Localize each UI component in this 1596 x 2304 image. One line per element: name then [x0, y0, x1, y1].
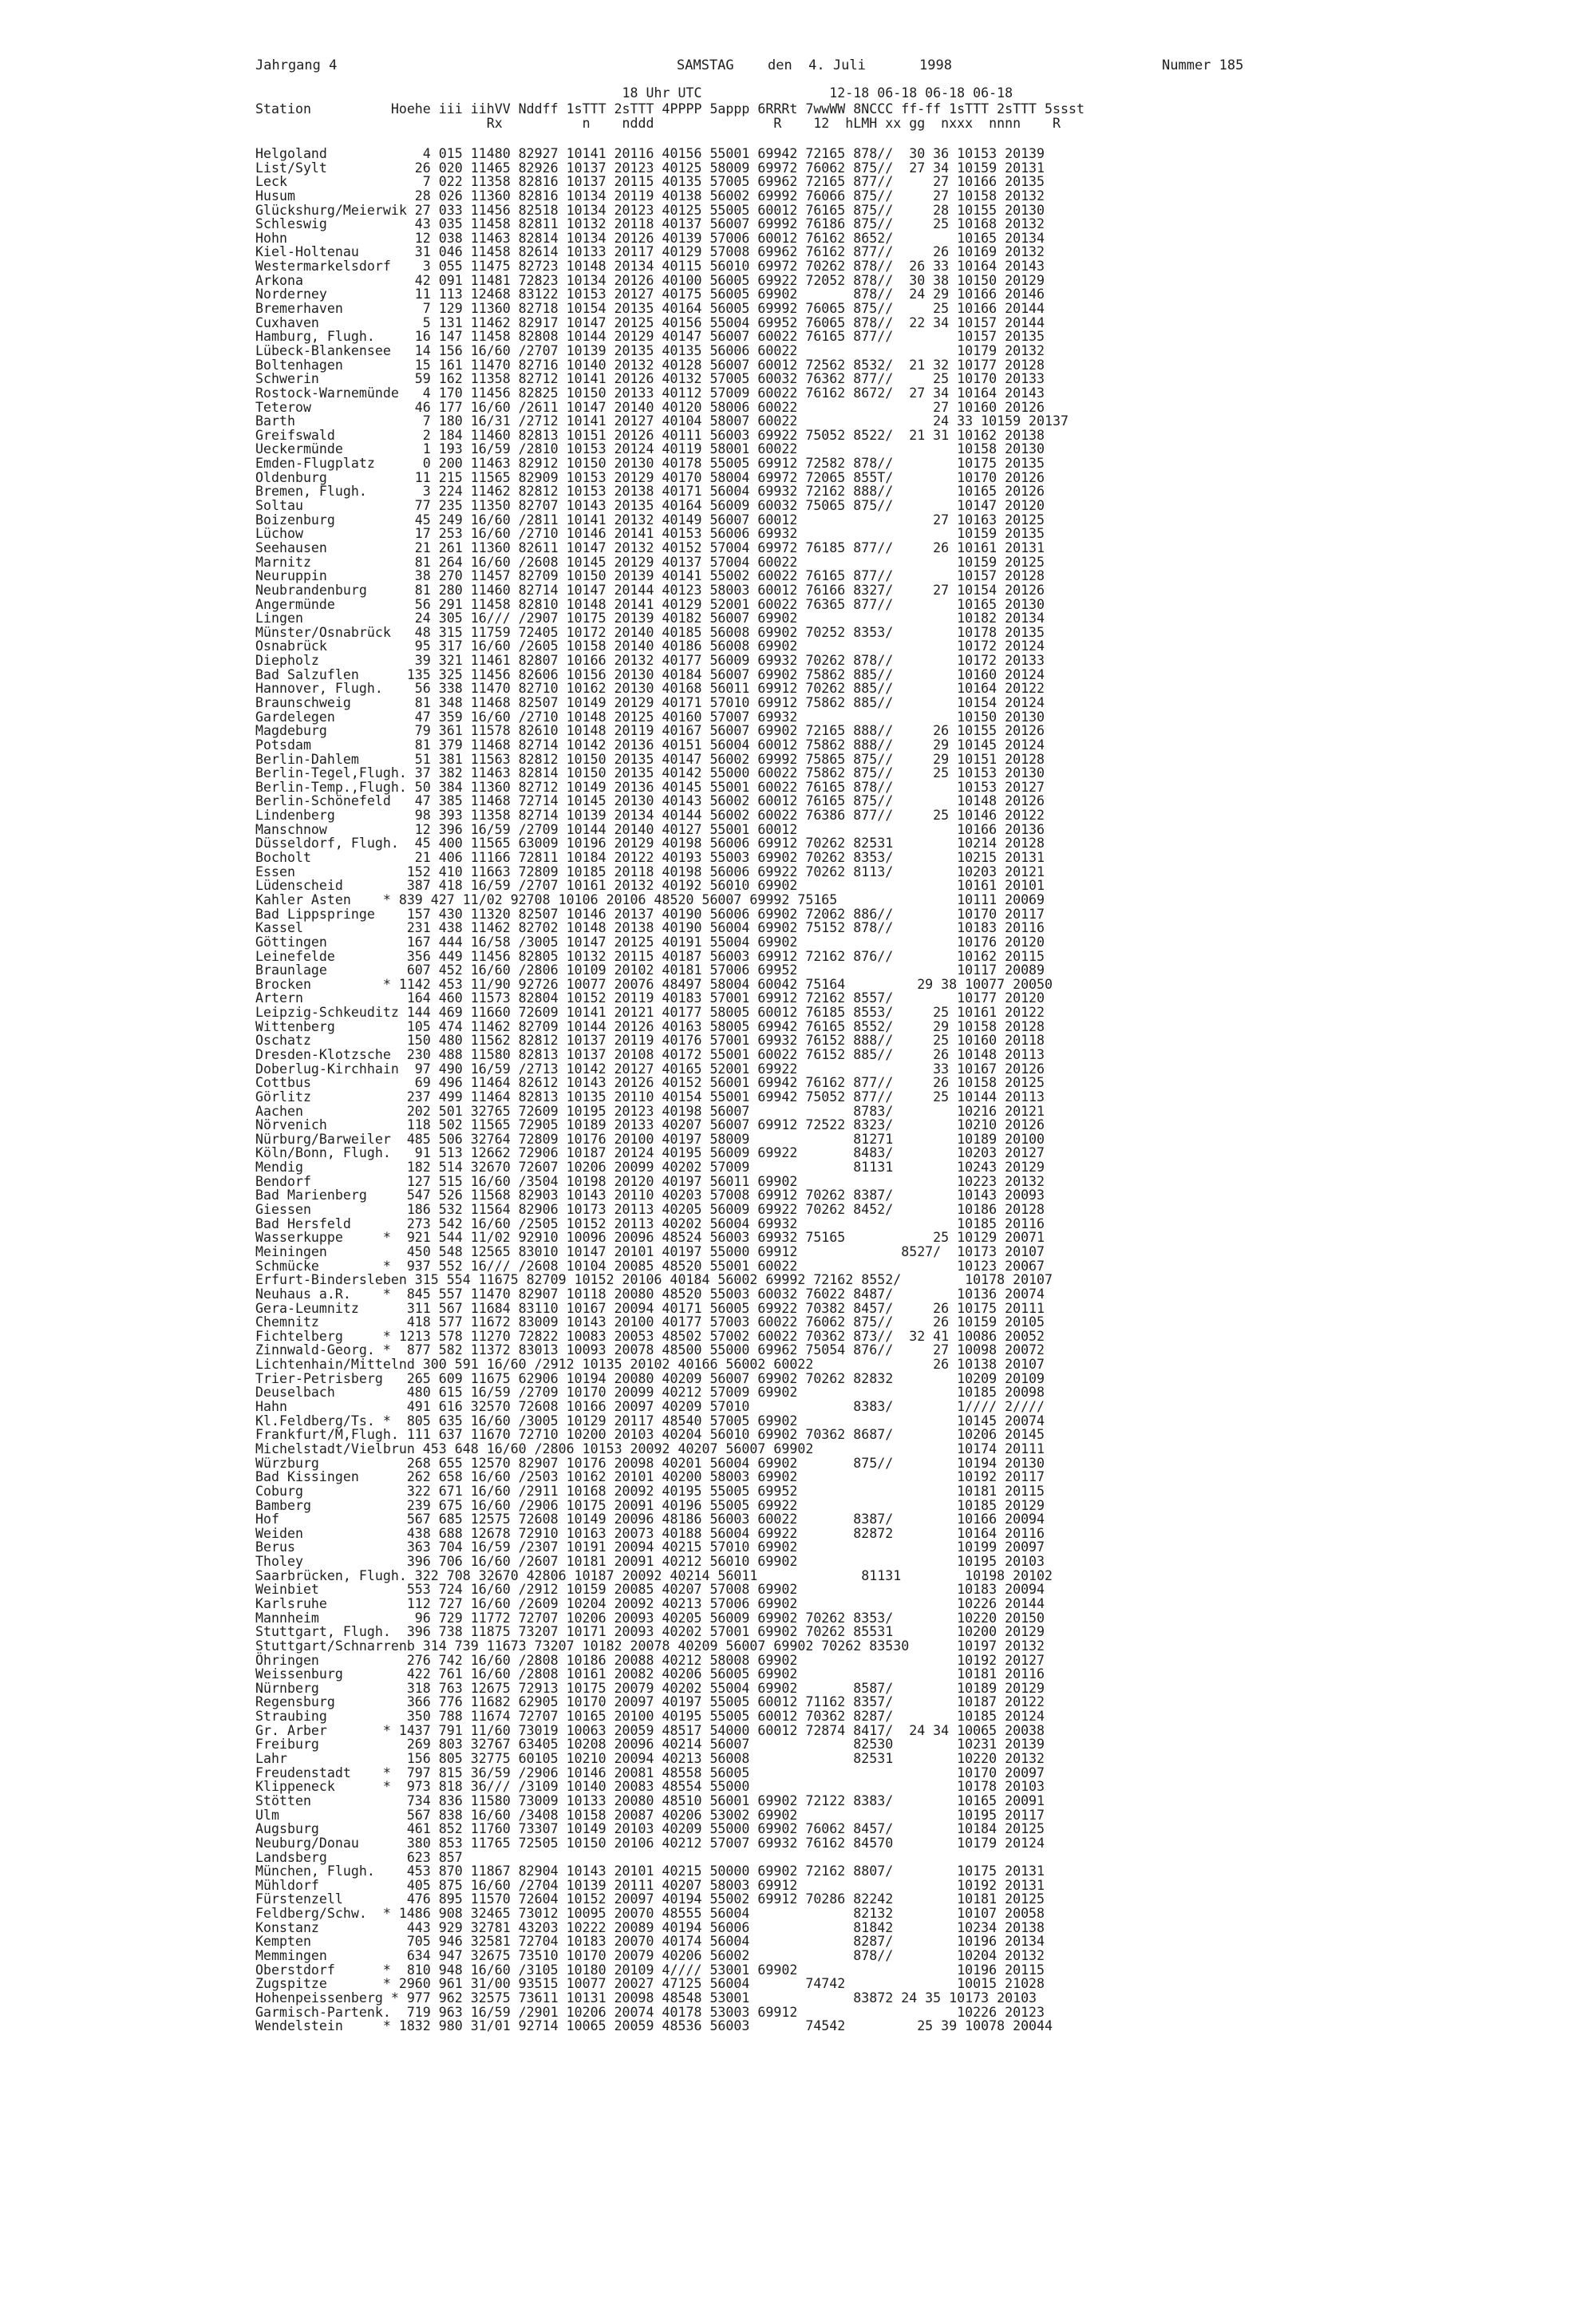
table-row: Zinnwald-Georg. * 877 582 11372 83013 10093 20078 48500 55000 69962 75054 876// 27 10098 20072	[255, 1342, 1045, 1358]
table-row: Nürburg/Barweiler 485 506 32764 72809 10176 20100 40197 58009 81271 10189 20100	[255, 1131, 1045, 1147]
table-row: Barth 7 180 16/31 /2712 10141 20127 40104 58007 60022 24 33 10159 20137	[255, 413, 1069, 429]
table-row: Husum 28 026 11360 82816 10134 20119 40138 56002 69992 76066 875// 27 10158 20132	[255, 188, 1045, 204]
table-row: Magdeburg 79 361 11578 82610 10148 20119 40167 56007 69902 72165 888// 26 10155 20126	[255, 723, 1045, 739]
table-row: Stuttgart, Flugh. 396 738 11875 73207 10171 20093 40202 57001 69902 70262 85531 10200 20129	[255, 1624, 1045, 1640]
table-row: Bremerhaven 7 129 11360 82718 10154 20135 40164 56005 69992 76065 875// 25 10166 20144	[255, 301, 1045, 317]
table-row: Würzburg 268 655 12570 82907 10176 20098 40201 56004 69902 875// 10194 20130	[255, 1455, 1045, 1471]
date-label: den 4. Juli	[768, 57, 866, 73]
table-row: Freiburg 269 803 32767 63405 10208 20096 40214 56007 82530 10231 20139	[255, 1737, 1045, 1753]
table-row: Kassel 231 438 11462 82702 10148 20138 40190 56004 69902 75152 878// 10183 20116	[255, 920, 1045, 936]
table-row: Greifswald 2 184 11460 82813 10151 20126 40111 56003 69922 75052 8522/ 21 31 10162 20138	[255, 427, 1045, 443]
table-row: Doberlug-Kirchhain 97 490 16/59 /2713 10142 20127 40165 52001 69922 33 10167 20126	[255, 1061, 1045, 1077]
table-row: Hohenpeissenberg * 977 962 32575 73611 10131 20098 48548 53001 83872 24 35 10173 20103	[255, 1990, 1037, 2006]
table-row: Bad Lippspringe 157 430 11320 82507 10146 20137 40190 56006 69902 72062 886// 10170 20117	[255, 906, 1045, 922]
table-row: Düsseldorf, Flugh. 45 400 11565 63009 10196 20129 40198 56006 69912 70262 82531 10214 20128	[255, 836, 1045, 852]
table-row: Karlsruhe 112 727 16/60 /2609 10204 20092 40213 57006 69902 10226 20144	[255, 1595, 1045, 1611]
weekday-label: SAMSTAG	[677, 57, 734, 73]
table-row: Seehausen 21 261 11360 82611 10147 20132 40152 57004 69972 76185 877// 26 10161 20131	[255, 539, 1045, 555]
table-row: Konstanz 443 929 32781 43203 10222 20089 40194 56006 81842 10234 20138	[255, 1919, 1045, 1935]
table-row: Schwerin 59 162 11358 82712 10141 20126 40132 57005 60032 76362 877// 25 10170 20133	[255, 371, 1045, 387]
table-row: Berlin-Tegel,Flugh. 37 382 11463 82814 10150 20135 40142 55000 60022 75862 875// 25 10153 20130	[255, 765, 1045, 781]
table-row: Berlin-Dahlem 51 381 11563 82812 10150 20135 40147 56002 69992 75865 875// 29 10151 20128	[255, 751, 1045, 767]
table-row: Oldenburg 11 215 11565 82909 10153 20129 40170 58004 69972 72065 855T/ 10170 20126	[255, 469, 1045, 485]
table-row: Göttingen 167 444 16/58 /3005 10147 20125 40191 55004 69902 10176 20120	[255, 934, 1045, 950]
table-row: Regensburg 366 776 11682 62905 10170 20097 40197 55005 60012 71162 8357/ 10187 20122	[255, 1694, 1045, 1710]
table-row: Saarbrücken, Flugh. 322 708 32670 42806 10187 20092 40214 56011 81131 10198 20102	[255, 1567, 1053, 1583]
table-row: Potsdam 81 379 11468 82714 10142 20136 40151 56004 60012 75862 888// 29 10145 20124	[255, 737, 1045, 753]
table-row: Norderney 11 113 12468 83122 10153 20127 40175 56005 69902 878// 24 29 10166 20146	[255, 287, 1045, 302]
table-row: Chemnitz 418 577 11672 83009 10143 20100 40177 57003 60022 76062 875// 26 10159 20105	[255, 1314, 1045, 1330]
table-row: Neuruppin 38 270 11457 82709 10150 20139 40141 55002 60022 76165 877// 10157 20128	[255, 568, 1045, 584]
table-row: Oberstdorf * 810 948 16/60 /3105 10180 20109 4//// 53001 69902 10196 20115	[255, 1962, 1045, 1978]
table-row: Berlin-Schönefeld 47 385 11468 72714 10145 20130 40143 56002 60012 76165 875// 10148 20126	[255, 793, 1045, 809]
table-row: Bremen, Flugh. 3 224 11462 82812 10153 20138 40171 56004 69932 72162 888// 10165 20126	[255, 484, 1045, 500]
table-row: Bad Marienberg 547 526 11568 82903 10143 20110 40203 57008 69912 70262 8387/ 10143 20093	[255, 1188, 1045, 1203]
table-row: Meiningen 450 548 12565 83010 10147 20101 40197 55000 69912 8527/ 10173 20107	[255, 1243, 1045, 1259]
table-row: Bendorf 127 515 16/60 /3504 10198 20120 40197 56011 69902 10223 20132	[255, 1173, 1045, 1189]
table-row: Leinefelde 356 449 11456 82805 10132 20115 40187 56003 69912 72162 876// 10162 20115	[255, 948, 1045, 964]
table-row: Neubrandenburg 81 280 11460 82714 10147 20144 40123 58003 60012 76166 8327/ 27 10154 20126	[255, 582, 1045, 598]
table-row: Kahler Asten * 839 427 11/02 92708 10106 20106 48520 56007 69992 75165 10111 20069	[255, 891, 1045, 907]
table-row: Teterow 46 177 16/60 /2611 10147 20140 40120 58006 60022 27 10160 20126	[255, 399, 1045, 415]
table-row: Bad Salzuflen 135 325 11456 82606 10156 20130 40184 56007 69902 75862 885// 10160 20124	[255, 666, 1045, 682]
table-row: Cottbus 69 496 11464 82612 10143 20126 40152 56001 69942 76162 877// 26 10158 20125	[255, 1075, 1045, 1091]
table-row: Braunlage 607 452 16/60 /2806 10109 20102 40181 57006 69952 10117 20089	[255, 962, 1045, 978]
table-row: Fichtelberg * 1213 578 11270 72822 10083 20053 48502 57002 60022 70362 873// 32 41 10086 20052	[255, 1328, 1045, 1344]
table-row: Wittenberg 105 474 11462 82709 10144 20126 40163 58005 69942 76165 8552/ 29 10158 20128	[255, 1018, 1045, 1034]
table-row: Neuhaus a.R. * 845 557 11470 82907 10118 20080 48520 55003 60032 76022 8487/ 10136 20074	[255, 1286, 1045, 1302]
table-row: Rostock-Warnemünde 4 170 11456 82825 10150 20133 40112 57009 60022 76162 8672/ 27 34 10164 20143	[255, 385, 1045, 401]
table-row: Hohn 12 038 11463 82814 10134 20126 40139 57006 60012 76162 8652/ 10165 20134	[255, 230, 1045, 246]
issue-label: Nummer 185	[1162, 57, 1244, 73]
table-row: Tholey 396 706 16/60 /2607 10181 20091 40212 56010 69902 10195 20103	[255, 1554, 1045, 1570]
table-row: Essen 152 410 11663 72809 10185 20118 40198 56006 69922 70262 8113/ 10203 20121	[255, 864, 1045, 879]
table-row: Zugspitze * 2960 961 31/00 93515 10077 20027 47125 56004 74742 10015 21028	[255, 1976, 1045, 1992]
table-row: Bad Hersfeld 273 542 16/60 /2505 10152 20113 40202 56004 69932 10185 20116	[255, 1215, 1045, 1231]
table-row: Feldberg/Schw. * 1486 908 32465 73012 10095 20070 48555 56004 82132 10107 20058	[255, 1906, 1045, 1922]
table-row: Coburg 322 671 16/60 /2911 10168 20092 40195 55005 69952 10181 20115	[255, 1483, 1045, 1499]
table-row: Braunschweig 81 348 11468 82507 10149 20129 40171 57010 69912 75862 885// 10154 20124	[255, 694, 1045, 710]
table-row: Klippeneck * 973 818 36/// /3109 10140 20083 48554 55000 10178 20103	[255, 1779, 1045, 1795]
table-row: Boizenburg 45 249 16/60 /2811 10141 20132 40149 56007 60012 27 10163 20125	[255, 512, 1045, 528]
table-row: Kl.Feldberg/Ts. * 805 635 16/60 /3005 10129 20117 48540 57005 69902 10145 20074	[255, 1413, 1045, 1429]
table-row: Augsburg 461 852 11760 73307 10149 20103 40209 55000 69902 76062 8457/ 10184 20125	[255, 1821, 1045, 1837]
table-row: Garmisch-Partenk. 719 963 16/59 /2901 10206 20074 40178 53003 69912 10226 20123	[255, 2004, 1045, 2020]
table-row: Bamberg 239 675 16/60 /2906 10175 20091 40196 55005 69922 10185 20129	[255, 1497, 1045, 1513]
table-row: Soltau 77 235 11350 82707 10143 20135 40164 56009 60032 75065 875// 10147 20120	[255, 498, 1045, 514]
table-row: Marnitz 81 264 16/60 /2608 10145 20129 40137 57004 60022 10159 20125	[255, 554, 1045, 570]
year-label: 1998	[919, 57, 952, 73]
table-row: Hahn 491 616 32570 72608 10166 20097 40209 57010 8383/ 1//// 2////	[255, 1399, 1045, 1415]
table-row: Frankfurt/M,Flugh. 111 637 11670 72710 10200 20103 40204 56010 69902 70362 8687/ 10206 20145	[255, 1427, 1045, 1443]
table-row: Bad Kissingen 262 658 16/60 /2503 10162 20101 40200 58003 69902 10192 20117	[255, 1469, 1045, 1485]
table-row: Oschatz 150 480 11562 82812 10137 20119 40176 57001 69932 76152 888// 25 10160 20118	[255, 1033, 1045, 1049]
table-row: Lindenberg 98 393 11358 82714 10139 20134 40144 56002 60022 76386 877// 25 10146 20122	[255, 808, 1045, 824]
table-row: Fürstenzell 476 895 11570 72604 10152 20097 40194 55002 69912 70286 82242 10181 20125	[255, 1891, 1045, 1907]
table-row: Gera-Leumnitz 311 567 11684 83110 10167 20094 40171 56005 69922 70382 8457/ 26 10175 20111	[255, 1300, 1045, 1316]
table-row: Angermünde 56 291 11458 82810 10148 20141 40129 52001 60022 76365 877// 10165 20130	[255, 596, 1045, 612]
table-row: Deuselbach 480 615 16/59 /2709 10170 20099 40212 57009 69902 10185 20098	[255, 1385, 1045, 1401]
table-row: Freudenstadt * 797 815 36/59 /2906 10146 20081 48558 56005 10170 20097	[255, 1765, 1045, 1780]
table-row: Leipzig-Schkeuditz 144 469 11660 72609 10141 20121 40177 58005 60012 76185 8553/ 25 10161 20122	[255, 1005, 1045, 1021]
table-row: Öhringen 276 742 16/60 /2808 10186 20088 40212 58008 69902 10192 20127	[255, 1652, 1045, 1668]
table-row: Arkona 42 091 11481 72823 10134 20126 40100 56005 69922 72052 878// 30 38 10150 20129	[255, 272, 1045, 288]
table-row: Kiel-Holtenau 31 046 11458 82614 10133 20117 40129 57008 69962 76162 877// 26 10169 20132	[255, 244, 1045, 260]
table-row: Nürnberg 318 763 12675 72913 10175 20079 40202 55004 69902 8587/ 10189 20129	[255, 1680, 1045, 1696]
table-row: Helgoland 4 015 11480 82927 10141 20116 40156 55001 69942 72165 878// 30 36 10153 20139	[255, 146, 1045, 161]
table-row: Boltenhagen 15 161 11470 82716 10140 20132 40128 56007 60012 72562 8532/ 21 32 10177 20128	[255, 357, 1045, 373]
table-row: Neuburg/Donau 380 853 11765 72505 10150 20106 40212 57007 69932 76162 84570 10179 20124	[255, 1835, 1045, 1851]
table-row: Osnabrück 95 317 16/60 /2605 10158 20140 40186 56008 69902 10172 20124	[255, 638, 1045, 654]
table-row: List/Sylt 26 020 11465 82926 10137 20123 40125 58009 69972 76062 875// 27 34 10159 20131	[255, 160, 1045, 176]
table-row: Mühldorf 405 875 16/60 /2704 10139 20111 40207 58003 69912 10192 20131	[255, 1877, 1045, 1893]
table-row: Berus 363 704 16/59 /2307 10191 20094 40215 57010 69902 10199 20097	[255, 1539, 1045, 1555]
table-row: Trier-Petrisberg 265 609 11675 62906 10194 20080 40209 56007 69902 70262 82832 10209 20109	[255, 1370, 1045, 1386]
table-row: Köln/Bonn, Flugh. 91 513 12662 72906 10187 20124 40195 56009 69922 8483/ 10203 20127	[255, 1145, 1045, 1161]
table-row: Brocken * 1142 453 11/90 92726 10077 20076 48497 58004 60042 75164 29 38 10077 20050	[255, 976, 1053, 992]
table-row: München, Flugh. 453 870 11867 82904 10143 20101 40215 50000 69902 72162 8807/ 10175 20131	[255, 1863, 1045, 1879]
table-row: Mendig 182 514 32670 72607 10206 20099 40202 57009 81131 10243 20129	[255, 1160, 1045, 1176]
table-row: Artern 164 460 11573 82804 10152 20119 40183 57001 69912 72162 8557/ 10177 20120	[255, 990, 1045, 1006]
table-row: Lingen 24 305 16/// /2907 10175 20139 40182 56007 69902 10182 20134	[255, 611, 1045, 626]
table-row: Lahr 156 805 32775 60105 10210 20094 40213 56008 82531 10220 20132	[255, 1751, 1045, 1767]
table-header-line-3: Rx n nddd R 12 hLMH xx gg nxxx nnnn R	[255, 116, 1061, 131]
table-row: Manschnow 12 396 16/59 /2709 10144 20140 40127 55001 60012 10166 20136	[255, 821, 1045, 837]
table-row: Glückshurg/Meierwik 27 033 11456 82518 10134 20123 40125 55005 60012 76165 875// 28 10155 20130	[255, 202, 1045, 218]
table-row: Gardelegen 47 359 16/60 /2710 10148 20125 40160 57007 69932 10150 20130	[255, 709, 1045, 725]
table-row: Kempten 705 946 32581 72704 10183 20070 40174 56004 8287/ 10196 20134	[255, 1934, 1045, 1950]
table-row: Straubing 350 788 11674 72707 10165 20100 40195 55005 60012 70362 8287/ 10185 20124	[255, 1709, 1045, 1725]
table-row: Berlin-Temp.,Flugh. 50 384 11360 82712 10149 20136 40145 55001 60022 76165 878// 10153 20127	[255, 779, 1045, 795]
table-row: Ulm 567 838 16/60 /3408 10158 20087 40206 53002 69902 10195 20117	[255, 1807, 1045, 1823]
table-row: Hamburg, Flugh. 16 147 11458 82808 10144 20129 40147 56007 60022 76165 877// 10157 20135	[255, 329, 1045, 345]
table-row: Erfurt-Bindersleben 315 554 11675 82709 10152 20106 40184 56002 69992 72162 8552/ 10178 20107	[255, 1272, 1053, 1288]
volume-label: Jahrgang 4	[255, 57, 338, 73]
table-row: Mannheim 96 729 11772 72707 10206 20093 40205 56009 69902 70262 8353/ 10220 20150	[255, 1610, 1045, 1626]
table-row: Hof 567 685 12575 72608 10149 20096 48186 56003 60022 8387/ 10166 20094	[255, 1512, 1045, 1527]
table-row: Ueckermünde 1 193 16/59 /2810 10153 20124 40119 58001 60022 10158 20130	[255, 441, 1045, 457]
table-row: Weinbiet 553 724 16/60 /2912 10159 20085 40207 57008 69902 10183 20094	[255, 1582, 1045, 1598]
table-row: Weiden 438 688 12678 72910 10163 20073 40188 56004 69922 82872 10164 20116	[255, 1525, 1045, 1541]
table-row: Stuttgart/Schnarrenb 314 739 11673 73207 10182 20078 40209 56007 69902 70262 83530 10197 20132	[255, 1638, 1045, 1654]
table-row: Hannover, Flugh. 56 338 11470 82710 10162 20130 40168 56011 69912 70262 885// 10164 20122	[255, 681, 1045, 697]
station-table	[255, 147, 1069, 2033]
table-header-line-1: 18 Uhr UTC 12-18 06-18 06-18 06-18	[255, 85, 1013, 101]
table-row: Lübeck-Blankensee 14 156 16/60 /2707 10139 20135 40135 56006 60022 10179 20132	[255, 342, 1045, 358]
table-row: Schleswig 43 035 11458 82811 10132 20118 40137 56007 69992 76186 875// 25 10168 20132	[255, 216, 1045, 232]
page-header	[0, 57, 1596, 77]
table-row: Giessen 186 532 11564 82906 10173 20113 40205 56009 69922 70262 8452/ 10186 20128	[255, 1202, 1045, 1218]
table-row: Cuxhaven 5 131 11462 82917 10147 20125 40156 55004 69952 76065 878// 22 34 10157 20144	[255, 314, 1045, 330]
table-row: Weissenburg 422 761 16/60 /2808 10161 20082 40206 56005 69902 10181 20116	[255, 1666, 1045, 1682]
table-row: Wendelstein * 1832 980 31/01 92714 10065 20059 48536 56003 74542 25 39 10078 20044	[255, 2018, 1053, 2034]
table-row: Schmücke * 937 552 16/// /2608 10104 20085 48520 55001 60022 10123 20067	[255, 1258, 1045, 1274]
table-row: Dresden-Klotzsche 230 488 11580 82813 10137 20108 40172 55001 60022 76152 885// 26 10148 20113	[255, 1047, 1045, 1062]
table-row: Aachen 202 501 32765 72609 10195 20123 40198 56007 8783/ 10216 20121	[255, 1103, 1045, 1119]
table-row: Wasserkuppe * 921 544 11/02 92910 10096 20096 48524 56003 69932 75165 25 10129 20071	[255, 1230, 1045, 1246]
table-row: Stötten 734 836 11580 73009 10133 20080 48510 56001 69902 72122 8383/ 10165 20091	[255, 1792, 1045, 1808]
table-row: Nörvenich 118 502 11565 72905 10189 20133 40207 56007 69912 72522 8323/ 10210 20126	[255, 1117, 1045, 1133]
table-row: Lüdenscheid 387 418 16/59 /2707 10161 20132 40192 56010 69902 10161 20101	[255, 878, 1045, 894]
table-row: Diepholz 39 321 11461 82807 10166 20132 40177 56009 69932 70262 878// 10172 20133	[255, 653, 1045, 669]
table-row: Lichtenhain/Mittelnd 300 591 16/60 /2912 10135 20102 40166 56002 60022 26 10138 20107	[255, 1357, 1045, 1373]
table-row: Emden-Flugplatz 0 200 11463 82912 10150 20130 40178 55005 69912 72582 878// 10175 20135	[255, 456, 1045, 472]
table-row: Gr. Arber * 1437 791 11/60 73019 10063 20059 48517 54000 60012 72874 8417/ 24 34 10065 20038	[255, 1722, 1045, 1738]
table-row: Leck 7 022 11358 82816 10137 20115 40135 57005 69962 72165 877// 27 10166 20135	[255, 174, 1045, 190]
table-row: Westermarkelsdorf 3 055 11475 82723 10148 20134 40115 56010 69972 70262 878// 26 33 10164 20143	[255, 259, 1045, 275]
table-row: Münster/Osnabrück 48 315 11759 72405 10172 20140 40185 56008 69902 70252 8353/ 10178 20135	[255, 624, 1045, 640]
table-row: Memmingen 634 947 32675 73510 10170 20079 40206 56002 878// 10204 20132	[255, 1948, 1045, 1963]
table-row: Bocholt 21 406 11166 72811 10184 20122 40193 55003 69902 70262 8353/ 10215 20131	[255, 850, 1045, 866]
table-header-line-2: Station Hoehe iii iihVV Nddff 1sTTT 2sTTT 4PPPP 5appp 6RRRt 7wwWW 8NCCC ff-ff 1sTTT 2sTTT 5ssst	[255, 101, 1084, 117]
table-row: Görlitz 237 499 11464 82813 10135 20110 40154 55001 69942 75052 877// 25 10144 20113	[255, 1089, 1045, 1105]
table-row: Lüchow 17 253 16/60 /2710 10146 20141 40153 56006 69932 10159 20135	[255, 526, 1045, 542]
table-row: Landsberg 623 857	[255, 1849, 463, 1865]
table-row: Michelstadt/Vielbrun 453 648 16/60 /2806 10153 20092 40207 56007 69902 10174 20111	[255, 1440, 1045, 1456]
